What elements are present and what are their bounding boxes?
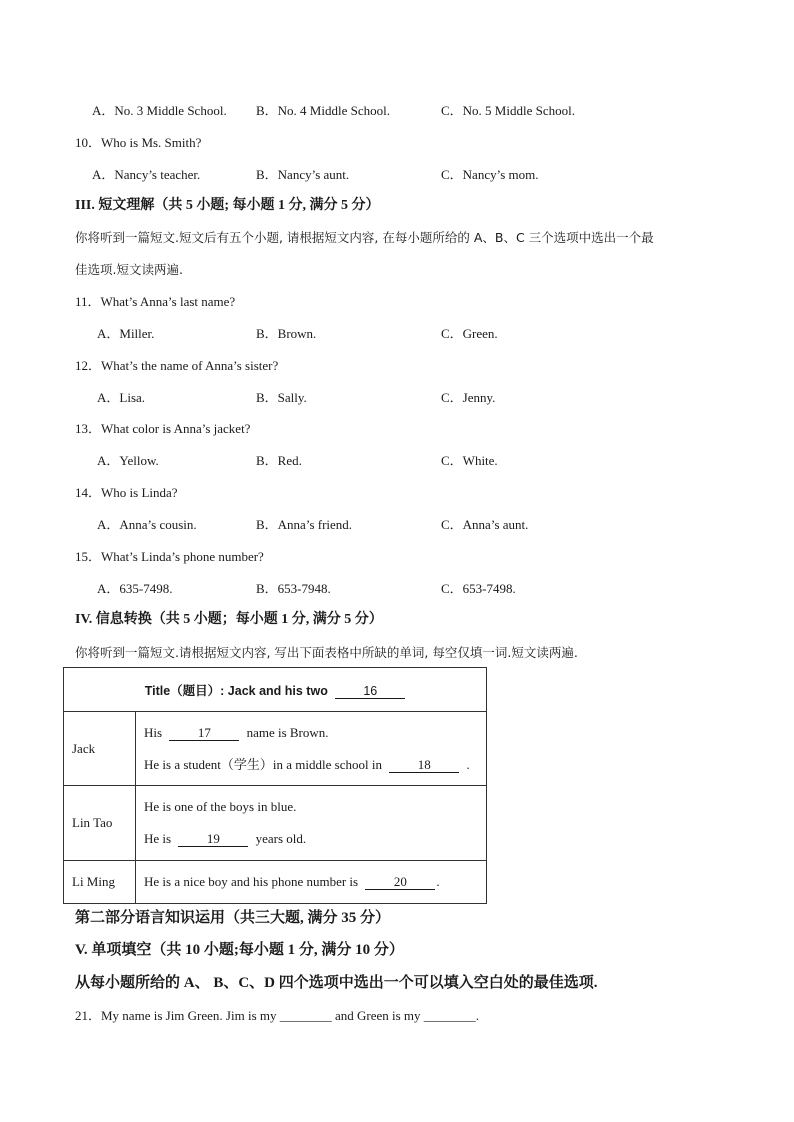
q10-option-b: B．Nancy’s aunt.: [256, 167, 350, 182]
table-title-text: Title（题目）: Jack and his two: [144, 683, 328, 698]
row-name-li-ming: Li Ming: [64, 861, 136, 904]
q15-option-c: C．653-7498.: [441, 581, 516, 596]
blank-18[interactable]: 18: [389, 758, 459, 773]
blank-17[interactable]: 17: [169, 726, 239, 741]
row-content-lin-tao: He is one of the boys in blue. He is 19 years old.: [136, 786, 487, 861]
table-title-cell: [64, 668, 487, 712]
q9-option-b: B．No. 4 Middle School.: [256, 103, 390, 118]
q12-option-a: A．Lisa.: [97, 390, 146, 405]
q12-option-b: B．Sally.: [256, 390, 307, 405]
part2-title: 第二部分语言知识运用（共三大题, 满分 35 分）: [75, 910, 391, 926]
q14-stem: 14．Who is Linda?: [75, 485, 178, 500]
info-table: [63, 667, 487, 904]
q10-option-a: A．Nancy’s teacher.: [92, 167, 201, 182]
q10-stem: 10．Who is Ms. Smith?: [75, 135, 202, 150]
q13-option-a: A．Yellow.: [97, 453, 159, 468]
table-row: [64, 861, 487, 904]
q14-option-a: A．Anna’s cousin.: [97, 517, 197, 532]
section3-title: III. 短文理解（共 5 小题; 每小题 1 分, 满分 5 分）: [75, 198, 380, 213]
q11-stem: 11．What’s Anna’s last name?: [75, 294, 236, 309]
q21-stem: 21．My name is Jim Green. Jim is my ________ and Green is my ________.: [75, 1008, 480, 1023]
q11-option-c: C．Green.: [441, 326, 498, 341]
q13-option-b: B．Red.: [256, 453, 302, 468]
q15-option-b: B．653-7948.: [256, 581, 331, 596]
row-name-jack: Jack: [64, 712, 136, 786]
q11-option-b: B．Brown.: [256, 326, 317, 341]
q14-option-b: B．Anna’s friend.: [256, 517, 353, 532]
row-content-li-ming: He is a nice boy and his phone number is 20 .: [136, 861, 487, 904]
q13-option-c: C．White.: [441, 453, 498, 468]
row-name-lin-tao: Lin Tao: [64, 786, 136, 861]
blank-19[interactable]: 19: [178, 832, 248, 847]
section5-title: V. 单项填空（共 10 小题;每小题 1 分, 满分 10 分）: [75, 942, 404, 958]
q15-option-a: A．635-7498.: [97, 581, 173, 596]
section5-instruction: 从每小题所给的 A、 B、C、D 四个选项中选出一个可以填入空白处的最佳选项.: [75, 975, 598, 991]
section3-instruction-line1: 你将听到一篇短文.短文后有五个小题, 请根据短文内容, 在每小题所给的 A、B、C 三个选项中选出一个最: [75, 230, 654, 245]
table-row: [64, 786, 487, 861]
q14-option-c: C．Anna’s aunt.: [441, 517, 529, 532]
q13-stem: 13．What color is Anna’s jacket?: [75, 421, 251, 436]
q10-option-c: C．Nancy’s mom.: [441, 167, 539, 182]
q9-option-a: A．No. 3 Middle School.: [92, 103, 227, 118]
q12-option-c: C．Jenny.: [441, 390, 496, 405]
row-content-jack: His 17 name is Brown. He is a student（学生）in a middle school in 18 .: [136, 712, 487, 786]
q11-option-a: A．Miller.: [97, 326, 155, 341]
section4-title: IV. 信息转换（共 5 小题；每小题 1 分, 满分 5 分）: [75, 612, 383, 627]
q12-stem: 12．What’s the name of Anna’s sister?: [75, 358, 279, 373]
blank-20[interactable]: 20: [365, 875, 435, 890]
q15-stem: 15．What’s Linda’s phone number?: [75, 549, 264, 564]
section3-instruction-line2: 佳选项.短文读两遍.: [75, 262, 183, 277]
table-row: [64, 712, 487, 786]
blank-16[interactable]: 16: [335, 684, 405, 699]
table-title-row: [64, 668, 487, 712]
q9-option-c: C．No. 5 Middle School.: [441, 103, 575, 118]
section4-instruction: 你将听到一篇短文.请根据短文内容, 写出下面表格中所缺的单词, 每空仅填一词.短文读两遍.: [75, 645, 578, 660]
